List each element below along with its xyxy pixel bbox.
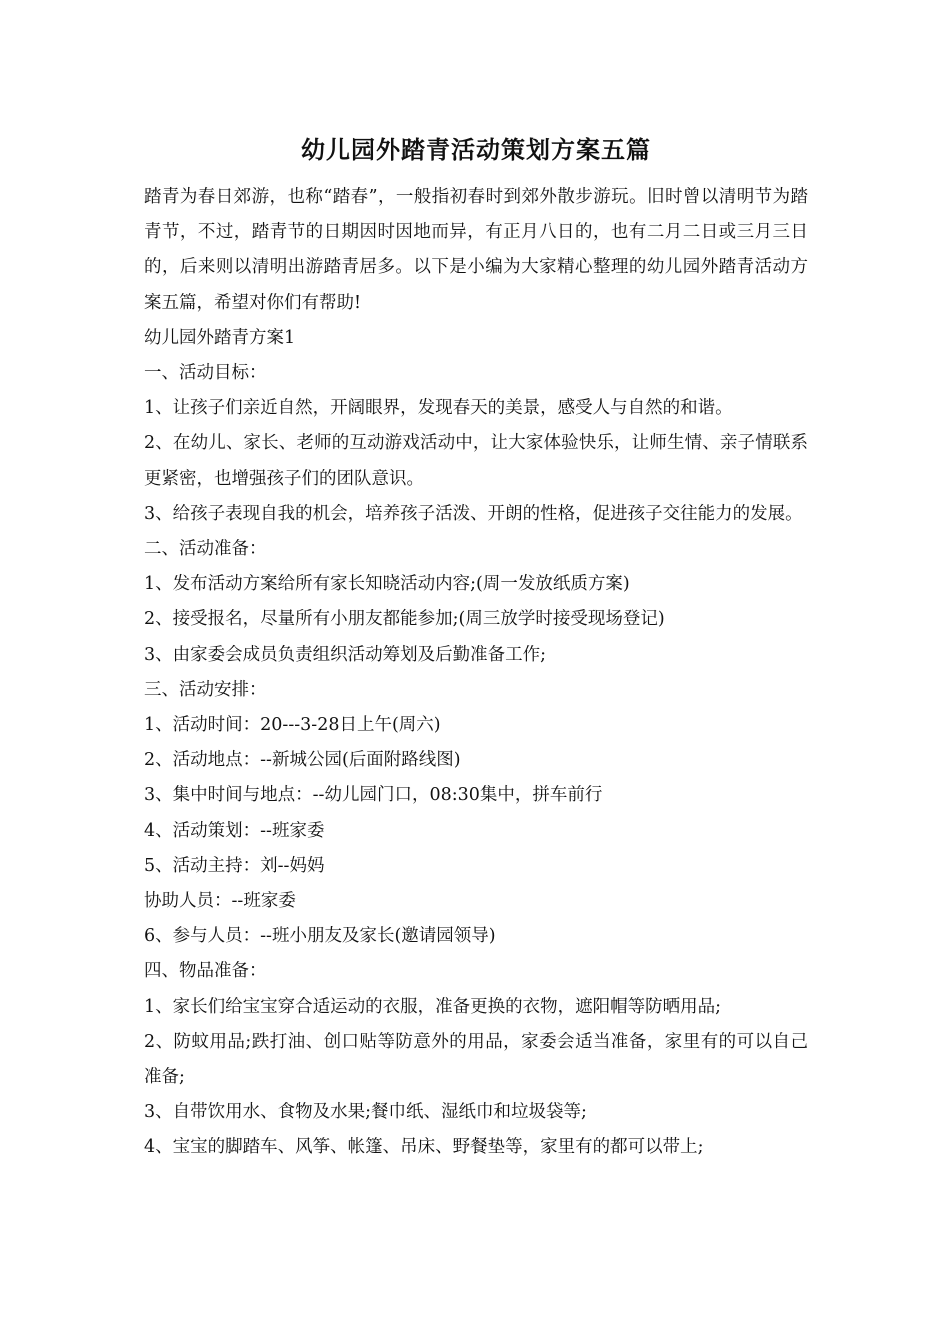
plan-heading: 幼儿园外踏青方案1 bbox=[144, 327, 296, 348]
arrangement-item: 2、活动地点：--新城公园(后面附路线图) bbox=[144, 750, 461, 771]
supplies-item: 4、宝宝的脚踏车、风筝、帐篷、吊床、野餐垫等，家里有的都可以带上; bbox=[144, 1137, 704, 1158]
supplies-item: 3、自带饮用水、食物及水果;餐巾纸、湿纸巾和垃圾袋等; bbox=[144, 1102, 587, 1123]
section-heading-supplies: 四、物品准备： bbox=[144, 961, 267, 982]
document-page bbox=[144, 128, 808, 1166]
goal-item: 3、给孩子表现自我的机会，培养孩子活泼、开朗的性格，促进孩子交往能力的发展。 bbox=[144, 503, 803, 524]
section-heading-arrangement: 三、活动安排： bbox=[144, 679, 267, 700]
arrangement-item: 4、活动策划：--班家委 bbox=[144, 820, 325, 841]
supplies-item: 1、家长们给宝宝穿合适运动的衣服，准备更换的衣物，遮阳帽等防晒用品; bbox=[144, 996, 722, 1017]
goal-item: 2、在幼儿、家长、老师的互动游戏活动中，让大家体验快乐，让师生情、亲子情联系更紧密，也增强孩子们的团队意识。 bbox=[144, 433, 808, 489]
section-heading-preparation: 二、活动准备： bbox=[144, 539, 267, 560]
arrangement-item: 3、集中时间与地点：--幼儿园门口，08:30集中，拼车前行 bbox=[144, 785, 603, 806]
arrangement-item: 协助人员：--班家委 bbox=[144, 891, 296, 912]
arrangement-item: 1、活动时间：20---3-28日上午(周六) bbox=[144, 715, 441, 736]
document-title: 幼儿园外踏青活动策划方案五篇 bbox=[301, 135, 651, 164]
preparation-item: 1、发布活动方案给所有家长知晓活动内容;(周一发放纸质方案) bbox=[144, 574, 630, 595]
section-heading-goals: 一、活动目标： bbox=[144, 363, 267, 384]
supplies-item: 2、防蚊用品;跌打油、创口贴等防意外的用品，家委会适当准备，家里有的可以自己准备; bbox=[144, 1031, 808, 1088]
arrangement-item: 6、参与人员：--班小朋友及家长(邀请园领导) bbox=[144, 926, 496, 947]
preparation-item: 2、接受报名，尽量所有小朋友都能参加;(周三放学时接受现场登记) bbox=[144, 609, 665, 630]
intro-paragraph: 踏青为春日郊游，也称“踏春”，一般指初春时到郊外散步游玩。旧时曾以清明节为踏青节，不过，踏青节的日期因时因地而异，有正月八日的，也有二月二日或三月三日的，后来则以清明出游踏青居多。以下是小编为大家精心整理的幼儿园外踏青活动方案五篇，希望对你们有帮助! bbox=[144, 187, 808, 313]
arrangement-item: 5、活动主持：刘--妈妈 bbox=[144, 855, 325, 876]
goal-item: 1、让孩子们亲近自然，开阔眼界，发现春天的美景，感受人与自然的和谐。 bbox=[144, 398, 733, 419]
preparation-item: 3、由家委会成员负责组织活动筹划及后勤准备工作; bbox=[144, 644, 547, 665]
